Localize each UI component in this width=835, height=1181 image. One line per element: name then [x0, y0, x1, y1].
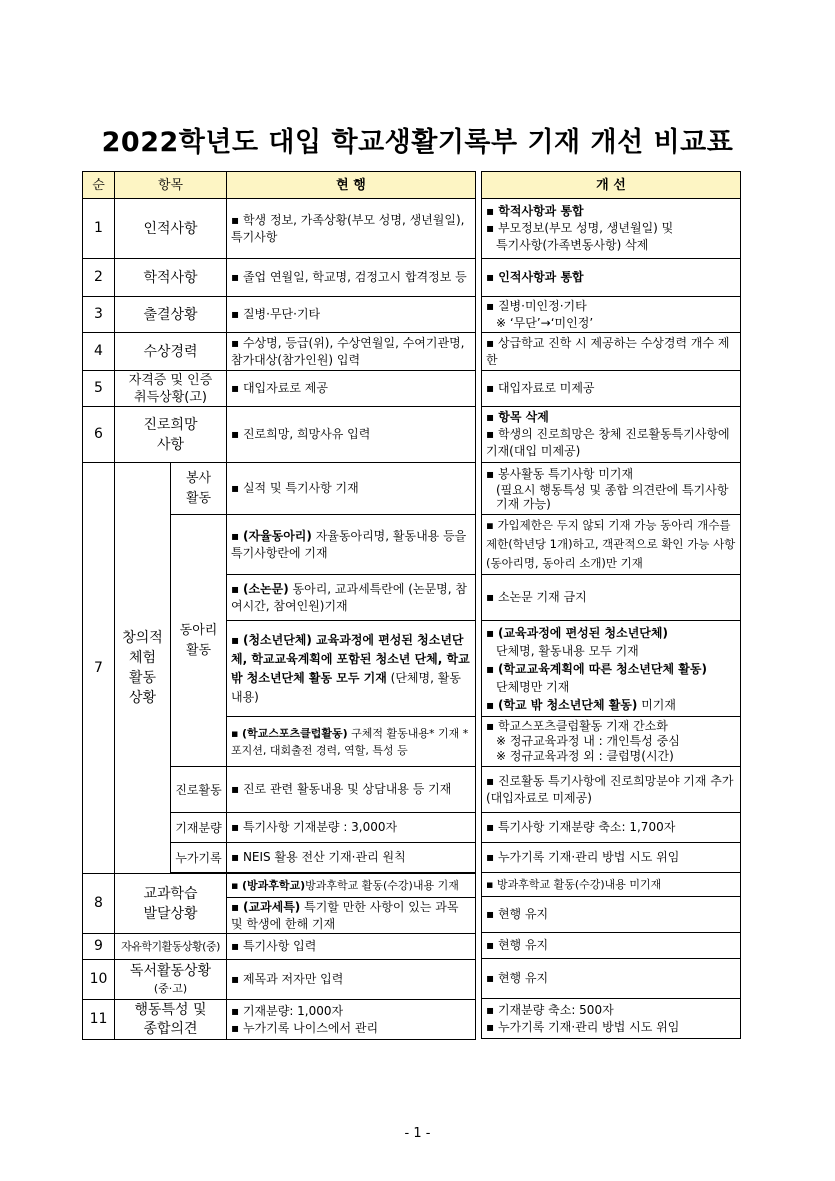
current-cell: ▪ (교과세특) 특기할 만한 사항이 있는 과목 및 학생에 한해 기재 — [227, 898, 476, 934]
header-item: 항목 — [115, 172, 227, 199]
bold-tag: (청소년단체) 교육과정에 편성된 청소년단체, — [231, 632, 464, 666]
header-no: 순 — [83, 172, 115, 199]
sub-item-label — [171, 463, 227, 515]
current-cell: ▪ 수상명, 등급(위), 수상연월일, 수여기관명, 참가대상(참가인원) 입력 — [227, 333, 476, 371]
row-number: 5 — [83, 371, 115, 407]
row-number: 11 — [83, 1000, 115, 1040]
bold-tag: (소논문) — [242, 581, 289, 596]
improved-cell: ▪ 방과후학교 활동(수강)내용 미기재 — [482, 873, 741, 897]
cell-text: 특기할 만한 사항이 있는 과목 및 학생에 한해 기재 — [231, 899, 459, 931]
cell-line: ▪ 학교스포츠클럽활동 기재 간소화 — [486, 719, 668, 733]
improved-cell — [482, 407, 741, 463]
cell-text: 방과후학교 활동(수강)내용 기재 — [305, 879, 459, 892]
improved-cell — [482, 717, 741, 767]
item-label-line: 교과학습 — [143, 885, 198, 902]
improved-cell: ▪ 현행 유지 — [482, 959, 741, 999]
cell-text: 미기재 — [637, 697, 676, 712]
cell-line: 단체명만 기재 — [496, 679, 570, 694]
item-label-line: 체험 — [128, 650, 157, 666]
cell-line: 단체명, 활동내용 모두 기재 — [496, 643, 639, 658]
improved-cell: ▪ 특기사항 기재분량 축소: 1,700자 — [482, 813, 741, 843]
row-number: 7 — [83, 463, 115, 874]
item-label — [115, 407, 227, 463]
improved-cell: ▪ 소논문 기재 금지 — [482, 575, 741, 621]
item-label-line: (중·고) — [153, 981, 188, 995]
bold-tag: (교육과정에 편성된 청소년단체) — [497, 625, 668, 640]
cell-line: ▪ 기재분량 축소: 500자 — [486, 1002, 614, 1017]
improved-cell — [482, 463, 741, 515]
row-number: 2 — [83, 259, 115, 297]
sub-item-label: 기재분량 — [171, 813, 227, 843]
header-current: 현 행 — [227, 172, 476, 199]
row-number: 3 — [83, 297, 115, 333]
item-label-line: 행동특성 및 — [134, 1001, 207, 1018]
item-label-line: 독서활동상황 — [129, 962, 212, 979]
row-number: 10 — [83, 960, 115, 1000]
current-cell: ▪ (소논문) 동아리, 교과세특란에 (논문명, 참여시간, 참여인원)기재 — [227, 575, 476, 621]
item-label-line: 활동 — [128, 670, 157, 686]
item-label-line: 상황 — [128, 690, 157, 706]
cell-line: ▪ 질병·미인정·기타 — [486, 298, 587, 313]
sub-item-line: 동아리 — [179, 622, 218, 638]
cell-line: ▪ (학교 밖 청소년단체 활동) 미기재 — [486, 697, 676, 712]
item-label — [115, 371, 227, 407]
cell-line: ※ 정규교육과정 내 : 개인특성 중심 — [496, 734, 680, 748]
improved-cell — [482, 297, 741, 333]
cell-line: ▪ (학교교육계획에 따른 청소년단체 활동) — [486, 661, 707, 676]
cell-line: ▪ 누가기록 나이스에서 관리 — [231, 1020, 379, 1035]
current-cell: ▪ 실적 및 특기사항 기재 — [227, 463, 476, 515]
current-table — [82, 171, 476, 1040]
item-label — [115, 1000, 227, 1040]
current-cell: ▪ 학생 정보, 가족상황(부모 성명, 생년월일), 특기사항 — [227, 199, 476, 259]
cell-line: ▪ 누가기록 기재·관리 방법 시도 위임 — [486, 1019, 680, 1034]
item-label-line: 진로희망 — [143, 416, 198, 433]
item-label: 수상경력 — [115, 333, 227, 371]
cell-line: ▪ 봉사활동 특기사항 미기재 — [486, 467, 634, 481]
bold-tag: 학교밖 청소년단체 활동 모두 기재 — [231, 651, 470, 685]
current-cell: ▪ 진로 관련 활동내용 및 상담내용 등 기재 — [227, 767, 476, 813]
cell-line: ▪ 항목 삭제 — [486, 410, 549, 424]
row-number: 8 — [83, 874, 115, 934]
item-label: 학적사항 — [115, 259, 227, 297]
bold-tag: (학교 밖 청소년단체 활동) — [497, 697, 638, 712]
cell-line: ▪ 부모정보(부모 성명, 생년월일) 및 — [486, 221, 674, 235]
row-number: 4 — [83, 333, 115, 371]
sub-item-line: 활동 — [185, 490, 212, 506]
current-cell: ▪ NEIS 활용 전산 기재·관리 원칙 — [227, 843, 476, 873]
current-cell: ▪ (학교스포츠클럽활동) 구체적 활동내용* 기재 *포지션, 대회출전 경력, 역할, 특성 등 — [227, 717, 476, 767]
current-cell: ▪ 특기사항 입력 — [227, 934, 476, 960]
bold-tag: (교과세특) — [242, 899, 301, 914]
item-label-line: 창의적 — [122, 630, 163, 646]
cell-line: ▪ (교육과정에 편성된 청소년단체) — [486, 625, 668, 640]
improved-cell — [482, 621, 741, 717]
item-label-line: 취득상황(고) — [134, 389, 207, 405]
item-label: 자유학기활동상황(중) — [115, 934, 227, 960]
row-number: 1 — [83, 199, 115, 259]
page-number: - 1 - — [404, 1126, 431, 1141]
item-label: 출결상황 — [115, 297, 227, 333]
bold-tag: (자율동아리) — [242, 528, 312, 543]
row-number: 9 — [83, 934, 115, 960]
current-cell: ▪ 진로희망, 희망사유 입력 — [227, 407, 476, 463]
cell-line: ▪ 기재분량: 1,000자 — [231, 1003, 344, 1018]
improved-table — [481, 171, 741, 1039]
cell-line: ※ ‘무단’→‘미인정’ — [496, 315, 594, 330]
cell-text: 자율동아리명, 활동내용 등을 특기사항란에 기재 — [231, 528, 467, 560]
bold-tag: (학교스포츠클럽활동) — [241, 726, 348, 740]
cell-line: (필요시 행동특성 및 종합 의견란에 특기사항 기재 가능) — [496, 483, 729, 511]
item-label — [115, 463, 171, 874]
sub-item-label — [171, 515, 227, 767]
item-label — [115, 874, 227, 934]
improved-cell: ▪ 대입자료로 미제공 — [482, 371, 741, 407]
cell-line: 특기사항(가족변동사항) 삭제 — [496, 238, 649, 252]
cell-text: 동아리, 교과세특란에 (논문명, 참여시간, 참여인원)기재 — [231, 581, 467, 613]
item-label-line: 자격증 및 인증 — [128, 372, 213, 388]
item-label-line: 사항 — [156, 436, 185, 453]
improved-cell: ▪ 상급학교 진학 시 제공하는 수상경력 개수 제한 — [482, 333, 741, 371]
improved-cell: ▪ 현행 유지 — [482, 897, 741, 933]
improved-cell: ▪ 진로활동 특기사항에 진로희망분야 기재 추가(대입자료로 미제공) — [482, 767, 741, 813]
improved-cell: ▪ 누가기록 기재·관리 방법 시도 위임 — [482, 843, 741, 873]
current-cell: ▪ 제목과 저자만 입력 — [227, 960, 476, 1000]
page-title: 2022학년도 대입 학교생활기록부 기재 개선 비교표 — [101, 127, 734, 158]
cell-line: ▪ 학적사항과 통합 — [486, 204, 584, 218]
cell-line: ※ 정규교육과정 외 : 클럽명(시간) — [496, 749, 674, 763]
cell-text: (단체명, 활동내용) — [231, 670, 461, 704]
row-number: 6 — [83, 407, 115, 463]
item-label-line: 발달상황 — [143, 905, 198, 922]
sub-item-label: 누가기록 — [171, 843, 227, 873]
current-cell: ▪ (자율동아리) 자율동아리명, 활동내용 등을 특기사항란에 기재 — [227, 515, 476, 575]
improved-cell: ▪ 인적사항과 통합 — [482, 259, 741, 297]
current-cell — [227, 1000, 476, 1040]
header-improved: 개 선 — [482, 172, 741, 199]
sub-item-line: 활동 — [185, 642, 212, 658]
sub-item-line: 봉사 — [185, 470, 212, 486]
current-cell: ▪ 질병·무단·기타 — [227, 297, 476, 333]
item-label — [115, 960, 227, 1000]
sub-item-label: 진로활동 — [171, 767, 227, 813]
bold-tag: (학교교육계획에 따른 청소년단체 활동) — [497, 661, 707, 676]
current-cell: ▪ (방과후학교)방과후학교 활동(수강)내용 기재 — [227, 874, 476, 898]
item-label-line: 종합의견 — [143, 1020, 198, 1037]
improved-cell: ▪ 가입제한은 두지 않되 기재 가능 동아리 개수를 제한(학년당 1개)하고, 객관적으로 확인 가능 사항(동아리명, 동아리 소개)만 기재 — [482, 515, 741, 575]
improved-cell — [482, 999, 741, 1039]
improved-cell: ▪ 현행 유지 — [482, 933, 741, 959]
bold-tag: 학교교육계획에 포함된 청소년 단체, — [251, 651, 447, 666]
current-cell: ▪ 대입자료로 제공 — [227, 371, 476, 407]
bold-tag: (방과후학교) — [241, 879, 306, 892]
current-cell: ▪ (청소년단체) 교육과정에 편성된 청소년단체, 학교교육계획에 포함된 청소년 단체, 학교밖 청소년단체 활동 모두 기재 (단체명, 활동내용) — [227, 621, 476, 717]
improved-cell — [482, 199, 741, 259]
item-label: 인적사항 — [115, 199, 227, 259]
current-cell: ▪ 졸업 연월일, 학교명, 검정고시 합격정보 등 — [227, 259, 476, 297]
cell-text: 구체적 활동내용* 기재 *포지션, 대회출전 경력, 역할, 특성 등 — [231, 726, 469, 757]
current-cell: ▪ 특기사항 기재분량 : 3,000자 — [227, 813, 476, 843]
cell-line: ▪ 학생의 진로희망은 창체 진로활동특기사항에 기재(대입 미제공) — [486, 427, 730, 458]
